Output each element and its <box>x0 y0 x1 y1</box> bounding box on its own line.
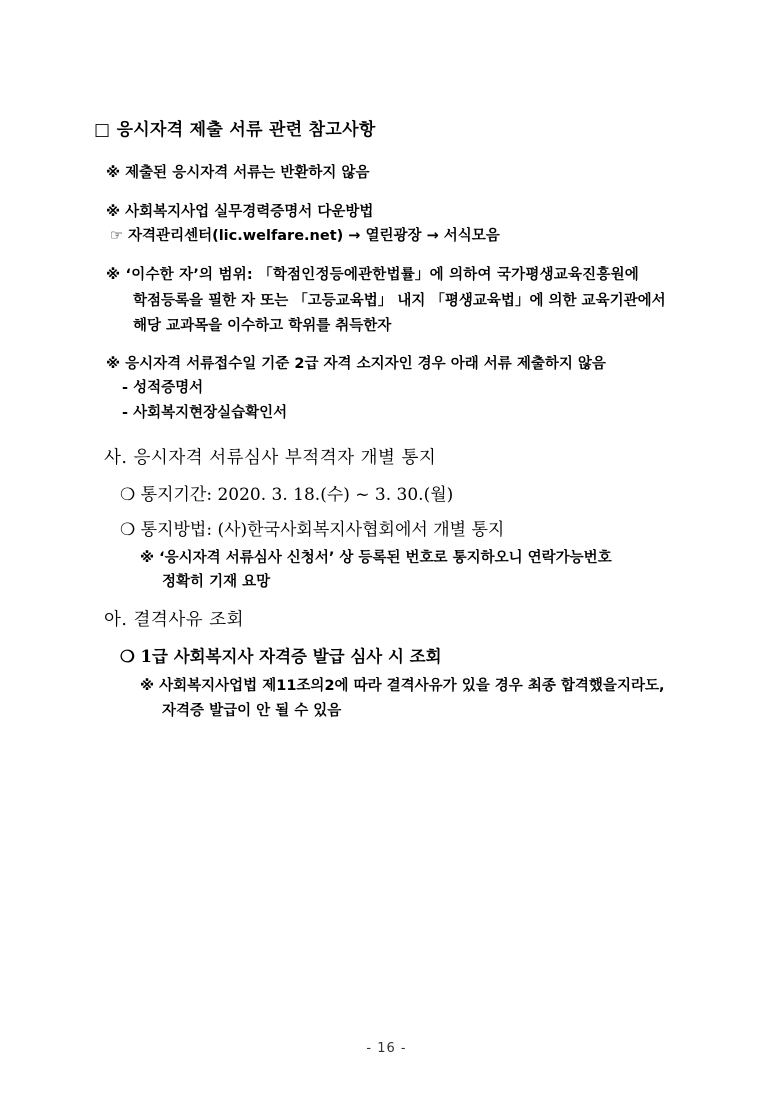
note-level2-holder-exemption: ※ 응시자격 서류접수일 기준 2급 자격 소지자인 경우 아래 서류 제출하지 않음 <box>106 356 606 372</box>
notification-note-line2: 정확히 기재 요망 <box>162 574 271 590</box>
note-completion-scope-line1: ※ ‘이수한 자’의 범위: 「학점인정등에관한법률」에 의하여 국가평생교육진흥원에 <box>106 267 640 283</box>
reference-heading: □ 응시자격 제출 서류 관련 참고사항 <box>94 120 376 140</box>
note-completion-scope-line3: 해당 교과목을 이수하고 학위를 취득한자 <box>133 318 392 334</box>
notification-method: ❍ 통지방법: (사)한국사회복지사협회에서 개별 통지 <box>120 520 505 540</box>
disqualification-note-line1: ※ 사회복지사업법 제11조의2에 따라 결격사유가 있을 경우 최종 합격했을지라도, <box>140 678 665 694</box>
notification-period: ❍ 통지기간: 2020. 3. 18.(수) ~ 3. 30.(월) <box>120 485 454 505</box>
section-heading-disqualification: 아. 결격사유 조회 <box>104 610 245 630</box>
download-path: ☞ 자격관리센터(lic.welfare.net) → 열린광장 → 서식모음 <box>110 228 500 244</box>
note-certificate-download: ※ 사회복지사업 실무경력증명서 다운방법 <box>106 204 374 220</box>
note-completion-scope-line2: 학점등록을 필한 자 또는 「고등교육법」 내지 「평생교육법」에 의한 교육기관에서 <box>133 293 666 309</box>
section-heading-notification: 사. 응시자격 서류심사 부적격자 개별 통지 <box>104 448 437 468</box>
disqualification-note-line2: 자격증 발급이 안 될 수 있음 <box>162 703 342 719</box>
notification-note-line1: ※ ‘응시자격 서류심사 신청서’ 상 등록된 번호로 통지하오니 연락가능번호 <box>140 550 612 566</box>
disqualification-check-item: ❍ 1급 사회복지사 자격증 발급 심사 시 조회 <box>120 647 442 666</box>
exempt-document-item: - 성적증명서 <box>122 380 204 396</box>
exempt-document-item: - 사회복지현장실습확인서 <box>122 405 288 421</box>
page-number: - 16 - <box>366 1041 407 1056</box>
note-documents-not-returned: ※ 제출된 응시자격 서류는 반환하지 않음 <box>106 165 370 181</box>
